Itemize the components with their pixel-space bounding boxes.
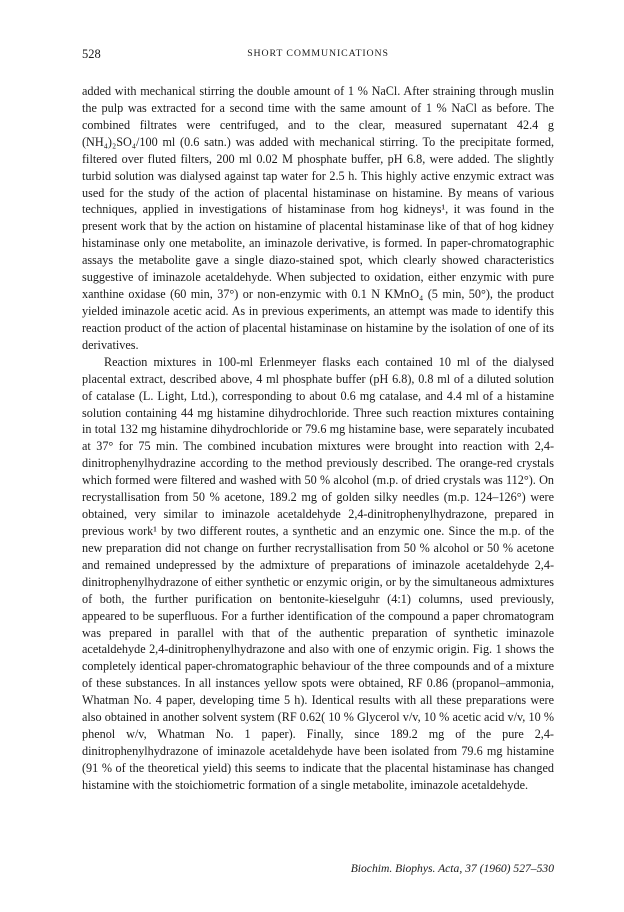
paragraph-reaction-mixtures: Reaction mixtures in 100-ml Erlenmeyer flasks each contained 10 ml of the dialysed placental extract, described above, 4 ml phosphate buffer (pH 6.8), 0.8 ml of a diluted solution of catalase (L. Light, Ltd.), corresponding to about 0.6 mg catalase, and 4.4 ml of a histamine solution containing 44 mg histamine dihydrochloride. Three such reaction mixtures containing in total 132 mg histamine dihydrochloride or 79.6 mg histamine base, were separately incubated at 37° for 75 min. The combined incubation mixtures were brought into reaction with 2,4-dinitrophenylhydrazine according to the method previously described. The orange-red crystals which formed were filtered and washed with 50 % alcohol (m.p. of dried crystals was 112°). On recrystallisation from 50 % acetone, 189.2 mg of golden silky needles (m.p. 124–126°) were obtained, very similar to iminazole acetaldehyde 2,4-dinitrophenylhydrazone, prepared in previous work¹ by two different routes, a synthetic and an enzymic one. Since the m.p. of the new preparation did not change on further recrystallisation from 50 % alcohol or 50 % acetone and remained undepressed by the admixture of preparations of iminazole acetaldehyde 2,4-dinitrophenylhydrazone of either synthetic or enzymic origin, or by the simultaneous admixtures of both, the further purification on bentonite-kieselguhr (4:1) columns, used previously, appeared to be superfluous. For a further identification of the compound a paper chromatogram was prepared in parallel with that of the authentic preparation of synthetic iminazole acetaldehyde 2,4-dinitrophenylhydrazone and also with one of enzymic origin. Fig. 1 shows the completely identical paper-chromatographic behaviour of the three compounds and of a mixture of these substances. In all instances yellow spots were obtained, RF 0.86 (propanol–ammonia, Whatman No. 4 paper, developing time 5 h). Identical results with all these preparations were also obtained in another solvent system (RF 0.62( 10 % Glycerol v/v, 10 % acetic acid v/v, 10 % phenol w/v, Whatman No. 1 paper). Finally, since 189.2 mg of the pure 2,4-dinitrophenylhydrazone of iminazole acetaldehyde have been isolated from 79.6 mg histamine (91 % of the theoretical yield) this seems to indicate that the placental histaminase has changed histamine with the stoichiometric formation of a single metabolite, iminazole acetaldehyde. [82,354,554,792]
article-body [82,83,554,794]
page-number: 528 [82,47,101,61]
paragraph-continued: added with mechanical stirring the double amount of 1 % NaCl. After straining through muslin the pulp was extracted for a second time with the same amount of 1 % NaCl as before. The combined filtrates were centrifuged, and to the clear, measured supernatant 42.4 g (NH₄)₂SO₄/100 ml (0.6 satn.) was added with mechanical stirring. To the precipitate formed, filtered over fluted filters, 200 ml 0.02 M phosphate buffer, pH 6.8, were added. The slightly turbid solution was dialysed against tap water for 2.5 h. This highly active enzymic extract was used for the study of the action of placental histaminase on histamine. By means of various techniques, applied in investigations of histaminase from hog kidneys¹, it was found in the present work that by the action on histamine of placental histaminase like of that of hog kidney histaminase only one metabolite, an iminazole derivative, is formed. In paper-chromatographic assays the metabolite gave a single diazo-stained spot, which clearly showed characteristics suggestive of iminazole acetaldehyde. When subjected to oxidation, either enzymic with pure xanthine oxidase (60 min, 37°) or non-enzymic with 0.1 N KMnO₄ (5 min, 50°), the product yielded iminazole acetic acid. As in previous experiments, an attempt was made to identify this reaction product of the action of placental histaminase on histamine by the isolation of one of its derivatives. [82,84,554,352]
page-header [82,47,554,63]
journal-citation: Biochim. Biophys. Acta, 37 (1960) 527–530 [350,862,554,875]
running-head: SHORT COMMUNICATIONS [247,48,389,59]
